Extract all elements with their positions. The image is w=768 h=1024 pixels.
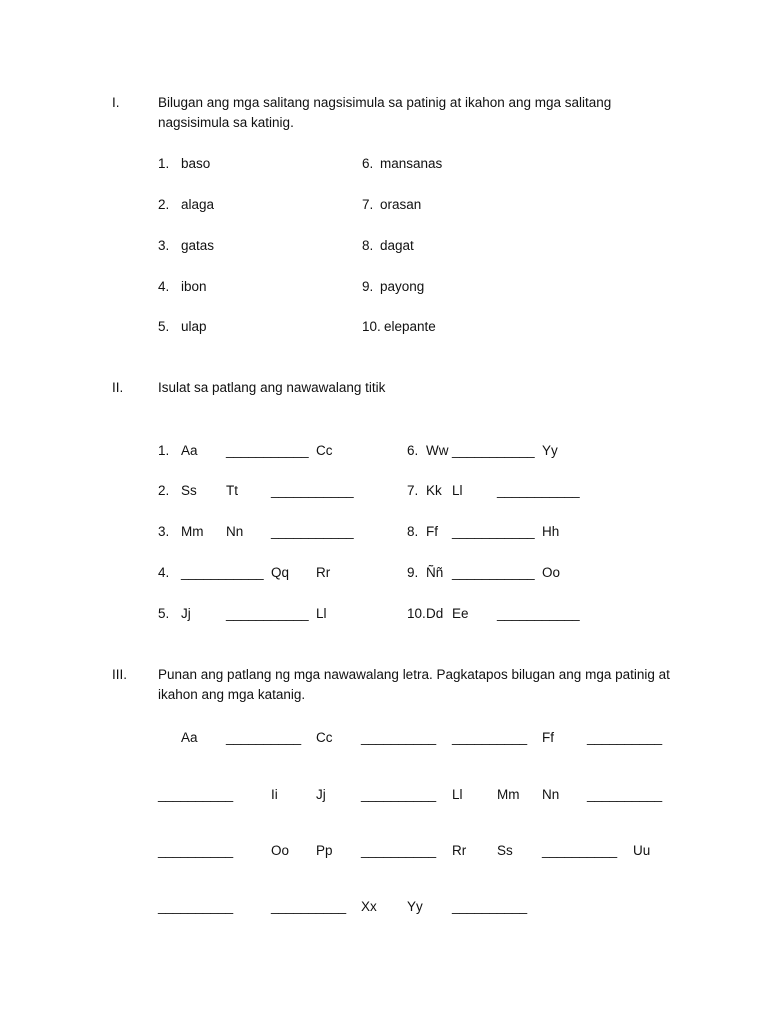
answer-blank: __________ xyxy=(158,843,234,858)
item-number: 7. xyxy=(407,483,419,498)
answer-blank: __________ xyxy=(271,899,347,914)
answer-blank: ___________ xyxy=(497,483,580,498)
given-letter: Nn xyxy=(226,524,244,539)
given-letter: Tt xyxy=(226,483,238,498)
item-word: payong xyxy=(380,279,425,294)
given-letter: Cc xyxy=(316,730,333,745)
given-letter: Kk xyxy=(426,483,442,498)
answer-blank: ___________ xyxy=(226,606,309,621)
answer-blank: __________ xyxy=(158,787,234,802)
item-number: 3. xyxy=(158,524,170,539)
given-letter: Ff xyxy=(426,524,438,539)
given-letter: Qq xyxy=(271,565,290,580)
answer-blank: __________ xyxy=(158,899,234,914)
given-letter: Mm xyxy=(497,787,520,802)
item-word: dagat xyxy=(380,238,414,253)
given-letter: Aa xyxy=(181,443,198,458)
given-letter: Jj xyxy=(316,787,326,802)
answer-blank: ___________ xyxy=(452,443,535,458)
item-number: 4. xyxy=(158,565,170,580)
given-letter: Nn xyxy=(542,787,560,802)
given-letter: Ll xyxy=(316,606,327,621)
answer-blank: ___________ xyxy=(497,606,580,621)
answer-blank: ___________ xyxy=(452,524,535,539)
given-letter: Ññ xyxy=(426,565,444,580)
answer-blank: __________ xyxy=(361,730,437,745)
answer-blank: __________ xyxy=(361,787,437,802)
given-letter: Oo xyxy=(271,843,290,858)
given-letter: Dd xyxy=(426,606,444,621)
item-word: alaga xyxy=(181,197,215,212)
given-letter: Rr xyxy=(316,565,331,580)
given-letter: Ii xyxy=(271,787,278,802)
given-letter: Ee xyxy=(452,606,469,621)
given-letter: Hh xyxy=(542,524,560,539)
item-number: 5. xyxy=(158,606,170,621)
given-letter: Ww xyxy=(426,443,449,458)
given-letter: Cc xyxy=(316,443,333,458)
answer-blank: __________ xyxy=(587,787,663,802)
item-word: ibon xyxy=(181,279,207,294)
section-3-instruction xyxy=(158,665,698,705)
answer-blank: ___________ xyxy=(452,565,535,580)
answer-blank: __________ xyxy=(361,843,437,858)
answer-blank: ___________ xyxy=(181,565,264,580)
item-number: 3. xyxy=(158,238,170,253)
answer-blank: __________ xyxy=(226,730,302,745)
given-letter: Ss xyxy=(181,483,197,498)
section-1-number: I. xyxy=(112,95,120,110)
item-number: 2. xyxy=(158,197,170,212)
section-1-instruction xyxy=(158,93,698,133)
item-number: 10. xyxy=(407,606,426,621)
given-letter: Aa xyxy=(181,730,198,745)
item-number: 6. xyxy=(407,443,419,458)
answer-blank: ___________ xyxy=(271,483,354,498)
item-word: orasan xyxy=(380,197,422,212)
answer-blank: __________ xyxy=(452,899,528,914)
answer-blank: ___________ xyxy=(226,443,309,458)
given-letter: Ll xyxy=(452,483,463,498)
given-letter: Ss xyxy=(497,843,513,858)
item-number: 1. xyxy=(158,443,170,458)
given-letter: Ff xyxy=(542,730,554,745)
given-letter: Rr xyxy=(452,843,467,858)
item-number: 2. xyxy=(158,483,170,498)
given-letter: Yy xyxy=(407,899,423,914)
section-2-number: II. xyxy=(112,380,124,395)
item-number: 9. xyxy=(407,565,419,580)
item-word: baso xyxy=(181,156,211,171)
item-word: mansanas xyxy=(380,156,443,171)
given-letter: Mm xyxy=(181,524,204,539)
given-letter: Oo xyxy=(542,565,561,580)
item-word: gatas xyxy=(181,238,215,253)
item-word: elepante xyxy=(384,319,436,334)
given-letter: Uu xyxy=(633,843,651,858)
section-1-instruction-line: nagsisimula sa katinig. xyxy=(158,115,294,130)
given-letter: Jj xyxy=(181,606,191,621)
item-number: 7. xyxy=(362,197,374,212)
item-number: 5. xyxy=(158,319,170,334)
answer-blank: ___________ xyxy=(271,524,354,539)
item-number: 4. xyxy=(158,279,170,294)
section-3-number: III. xyxy=(112,667,128,682)
answer-blank: __________ xyxy=(542,843,618,858)
item-number: 8. xyxy=(362,238,374,253)
item-number: 6. xyxy=(362,156,374,171)
item-number: 10. xyxy=(362,319,381,334)
answer-blank: __________ xyxy=(452,730,528,745)
answer-blank: __________ xyxy=(587,730,663,745)
item-number: 8. xyxy=(407,524,419,539)
item-word: ulap xyxy=(181,319,207,334)
section-3-instruction-line: Punan ang patlang ng mga nawawalang letra. Pagkatapos bilugan ang mga patinig at xyxy=(158,667,670,682)
section-1-instruction-line: Bilugan ang mga salitang nagsisimula sa patinig at ikahon ang mga salitang xyxy=(158,95,612,110)
given-letter: Yy xyxy=(542,443,558,458)
given-letter: Pp xyxy=(316,843,333,858)
item-number: 9. xyxy=(362,279,374,294)
section-3-instruction-line: ikahon ang mga katanig. xyxy=(158,687,306,702)
item-number: 1. xyxy=(158,156,170,171)
given-letter: Ll xyxy=(452,787,463,802)
section-2-instruction: Isulat sa patlang ang nawawalang titik xyxy=(158,380,386,395)
given-letter: Xx xyxy=(361,899,377,914)
